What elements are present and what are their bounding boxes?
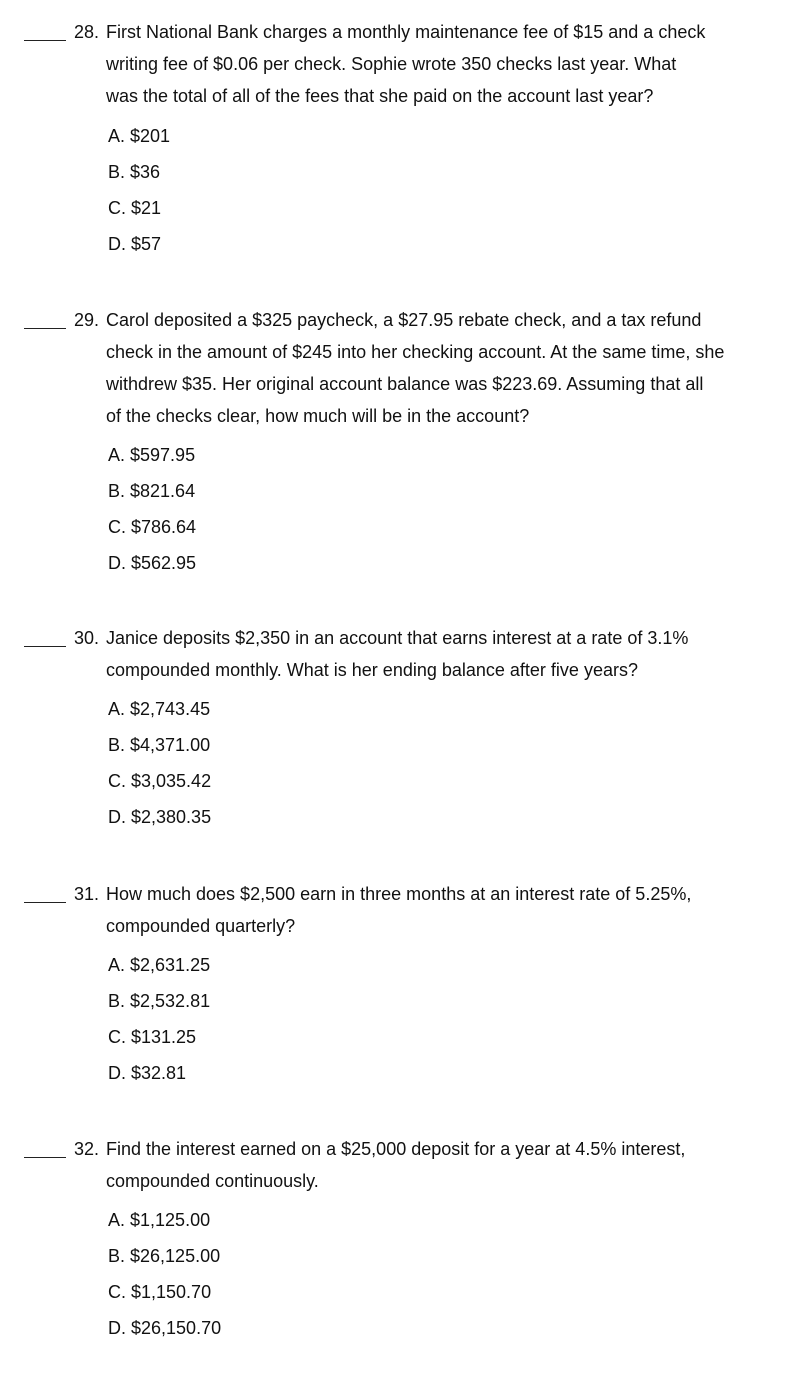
option-d: D. $562.95	[108, 553, 197, 573]
question-line: First National Bank charges a monthly maintenance fee of $15 and a check	[106, 22, 706, 42]
question-text	[106, 16, 786, 112]
option-c: C. $786.64	[108, 517, 197, 537]
question-number: 28.	[74, 22, 100, 42]
option-b: B. $821.64	[108, 481, 196, 501]
question-line: Janice deposits $2,350 in an account that earns interest at a rate of 3.1%	[106, 628, 689, 648]
answer-options	[108, 947, 210, 1091]
answer-options	[108, 437, 196, 581]
answer-blank[interactable]	[24, 902, 66, 903]
question-line: Find the interest earned on a $25,000 deposit for a year at 4.5% interest,	[106, 1139, 686, 1159]
answer-blank[interactable]	[24, 40, 66, 41]
option-d: D. $2,380.35	[108, 807, 212, 827]
answer-options	[108, 118, 170, 262]
question-text	[106, 1133, 786, 1197]
question-line: compounded monthly. What is her ending balance after five years?	[106, 660, 638, 680]
question-line: compounded quarterly?	[106, 916, 296, 936]
question-line: check in the amount of $245 into her checking account. At the same time, she	[106, 342, 725, 362]
question-text	[106, 304, 786, 432]
option-c: C. $1,150.70	[108, 1282, 212, 1302]
question-line: Carol deposited a $325 paycheck, a $27.95 rebate check, and a tax refund	[106, 310, 702, 330]
option-b: B. $26,125.00	[108, 1246, 221, 1266]
option-c: C. $131.25	[108, 1027, 197, 1047]
option-a: A. $201	[108, 126, 171, 146]
answer-blank[interactable]	[24, 1157, 66, 1158]
option-a: A. $2,743.45	[108, 699, 211, 719]
option-b: B. $2,532.81	[108, 991, 211, 1011]
option-a: A. $597.95	[108, 445, 196, 465]
question-line: writing fee of $0.06 per check. Sophie wrote 350 checks last year. What	[106, 54, 677, 74]
option-d: D. $32.81	[108, 1063, 187, 1083]
question-text	[106, 878, 786, 942]
option-a: A. $1,125.00	[108, 1210, 211, 1230]
question-line: How much does $2,500 earn in three months at an interest rate of 5.25%,	[106, 884, 692, 904]
answer-blank[interactable]	[24, 646, 66, 647]
question-number: 30.	[74, 628, 100, 648]
option-d: D. $26,150.70	[108, 1318, 222, 1338]
question-line: compounded continuously.	[106, 1171, 319, 1191]
question-text	[106, 622, 786, 686]
option-c: C. $21	[108, 198, 162, 218]
question-number: 29.	[74, 310, 100, 330]
question-line: was the total of all of the fees that she paid on the account last year?	[106, 86, 654, 106]
option-d: D. $57	[108, 234, 162, 254]
option-b: B. $4,371.00	[108, 735, 211, 755]
question-line: of the checks clear, how much will be in the account?	[106, 406, 530, 426]
option-c: C. $3,035.42	[108, 771, 212, 791]
answer-blank[interactable]	[24, 328, 66, 329]
answer-options	[108, 691, 211, 835]
option-a: A. $2,631.25	[108, 955, 211, 975]
option-b: B. $36	[108, 162, 161, 182]
question-line: withdrew $35. Her original account balance was $223.69. Assuming that all	[106, 374, 704, 394]
question-number: 31.	[74, 884, 100, 904]
question-number: 32.	[74, 1139, 100, 1159]
answer-options	[108, 1202, 221, 1346]
